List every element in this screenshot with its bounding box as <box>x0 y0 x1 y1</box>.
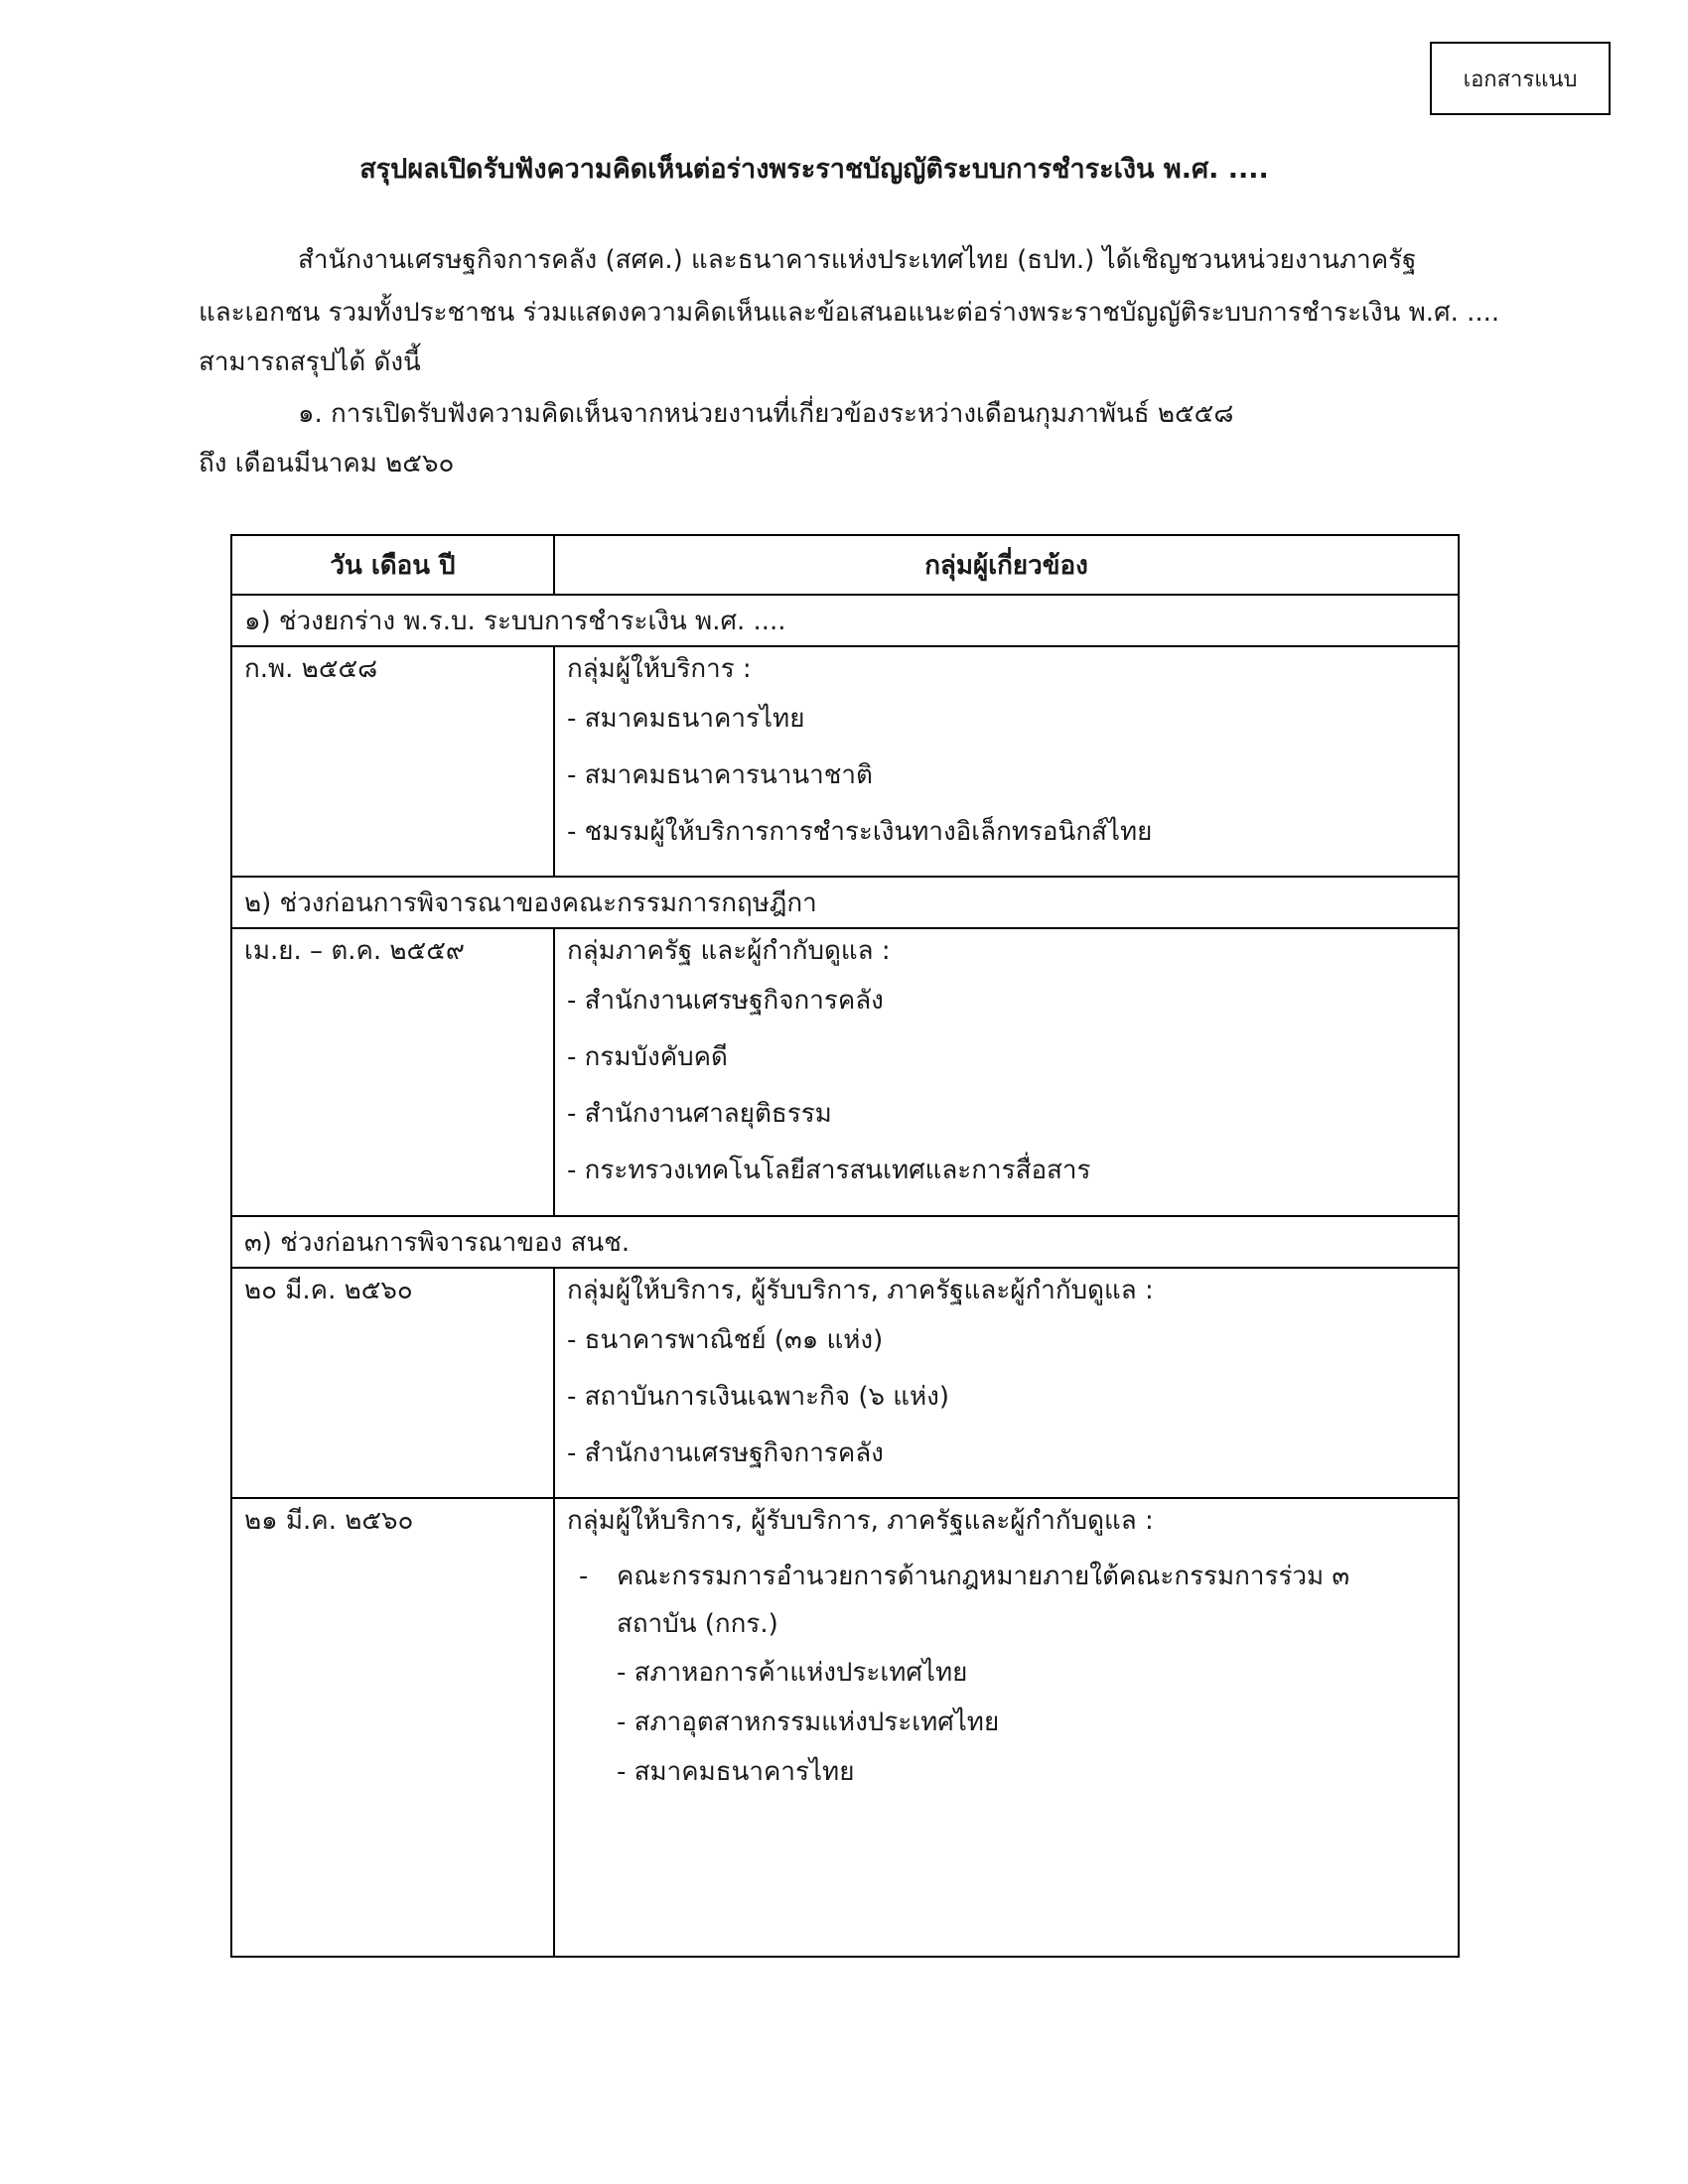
intro-line-2: และเอกชน รวมทั้งประชาชน ร่วมแสดงความคิดเห็นและข้อเสนอแนะต่อร่างพระราชบัญญัติระบบการชำระเงิน พ.ศ. .... <box>199 298 1500 328</box>
date-text: ๒๐ มี.ค. ๒๕๖๐ <box>244 1276 413 1305</box>
date-text: ก.พ. ๒๕๕๘ <box>244 654 378 684</box>
date-text: เม.ย. – ต.ค. ๒๕๕๙ <box>244 936 465 966</box>
attachment-label: เอกสารแนบ <box>1463 67 1578 92</box>
table-row <box>231 1268 1459 1498</box>
list-item: - ธนาคารพาณิชย์ (๓๑ แห่ง) <box>567 1325 884 1355</box>
item1-line-2: ถึง เดือนมีนาคม ๒๕๖๐ <box>199 449 455 478</box>
date-text: ๒๑ มี.ค. ๒๕๖๐ <box>244 1506 414 1536</box>
document-title: สรุปผลเปิดรับฟังความคิดเห็นต่อร่างพระราชบัญญัติระบบการชำระเงิน พ.ศ. .... <box>359 154 1269 185</box>
group-title: กลุ่มผู้ให้บริการ, ผู้รับบริการ, ภาครัฐและผู้กำกับดูแล : <box>567 1276 1154 1305</box>
date-cell <box>231 928 554 1216</box>
group-cell <box>554 1498 1459 1957</box>
list-item: - สำนักงานเศรษฐกิจการคลัง <box>567 1438 884 1468</box>
list-item: - สถาบันการเงินเฉพาะกิจ (๖ แห่ง) <box>567 1382 949 1412</box>
group-cell <box>554 646 1459 877</box>
list-item: - กระทรวงเทคโนโลยีสารสนเทศและการสื่อสาร <box>567 1156 1091 1185</box>
list-item: - ชมรมผู้ให้บริการการชำระเงินทางอิเล็กทรอนิกส์ไทย <box>567 817 1153 847</box>
section-row-3 <box>231 1216 1459 1268</box>
item1-line-1: ๑. การเปิดรับฟังความคิดเห็นจากหน่วยงานที่เกี่ยวข้องระหว่างเดือนกุมภาพันธ์ ๒๕๕๘ <box>298 399 1234 429</box>
header-date: วัน เดือน ปี <box>231 535 554 595</box>
list-item: - กรมบังคับคดี <box>567 1042 728 1072</box>
section-row-2 <box>231 877 1459 928</box>
list-item: - สมาคมธนาคารนานาชาติ <box>567 760 873 790</box>
section-row-1 <box>231 595 1459 646</box>
group-title: กลุ่มภาครัฐ และผู้กำกับดูแล : <box>567 936 891 966</box>
header-group: กลุ่มผู้เกี่ยวข้อง <box>554 535 1459 595</box>
list-item: - สภาหอการค้าแห่งประเทศไทย <box>617 1658 968 1688</box>
group-title: กลุ่มผู้ให้บริการ, ผู้รับบริการ, ภาครัฐและผู้กำกับดูแล : <box>567 1506 1154 1536</box>
group-title: กลุ่มผู้ให้บริการ : <box>567 654 752 684</box>
intro-line-1: สำนักงานเศรษฐกิจการคลัง (สศค.) และธนาคารแห่งประเทศไทย (ธปท.) ได้เชิญชวนหน่วยงานภาครัฐ <box>298 245 1417 275</box>
group-cell <box>554 928 1459 1216</box>
intro-line-3: สามารถสรุปได้ ดังนี้ <box>199 347 421 377</box>
committee-line-1: คณะกรรมการอำนวยการด้านกฎหมายภายใต้คณะกรรมการร่วม ๓ <box>617 1562 1350 1591</box>
list-item: - สมาคมธนาคารไทย <box>617 1757 855 1787</box>
list-item: - สภาอุตสาหกรรมแห่งประเทศไทย <box>617 1707 1000 1737</box>
date-cell <box>231 1498 554 1957</box>
date-cell <box>231 646 554 877</box>
stakeholder-table <box>230 534 1460 1958</box>
group-cell <box>554 1268 1459 1498</box>
section-title-2: ๒) ช่วงก่อนการพิจารณาของคณะกรรมการกฤษฎีกา <box>231 877 1459 928</box>
date-cell <box>231 1268 554 1498</box>
committee-line-2: สถาบัน (กกร.) <box>617 1609 778 1639</box>
dash-marker: - <box>579 1562 589 1591</box>
table-row <box>231 1498 1459 1957</box>
section-title-1: ๑) ช่วงยกร่าง พ.ร.บ. ระบบการชำระเงิน พ.ศ. .... <box>231 595 1459 646</box>
list-item: - สำนักงานเศรษฐกิจการคลัง <box>567 986 884 1016</box>
section-title-3: ๓) ช่วงก่อนการพิจารณาของ สนช. <box>231 1216 1459 1268</box>
list-item: - สำนักงานศาลยุติธรรม <box>567 1099 832 1129</box>
committee-item <box>567 1553 1446 1648</box>
table-row <box>231 646 1459 877</box>
list-item: - สมาคมธนาคารไทย <box>567 704 805 734</box>
attachment-label-box <box>1430 42 1611 115</box>
table-header-row <box>231 535 1459 595</box>
table-row <box>231 928 1459 1216</box>
